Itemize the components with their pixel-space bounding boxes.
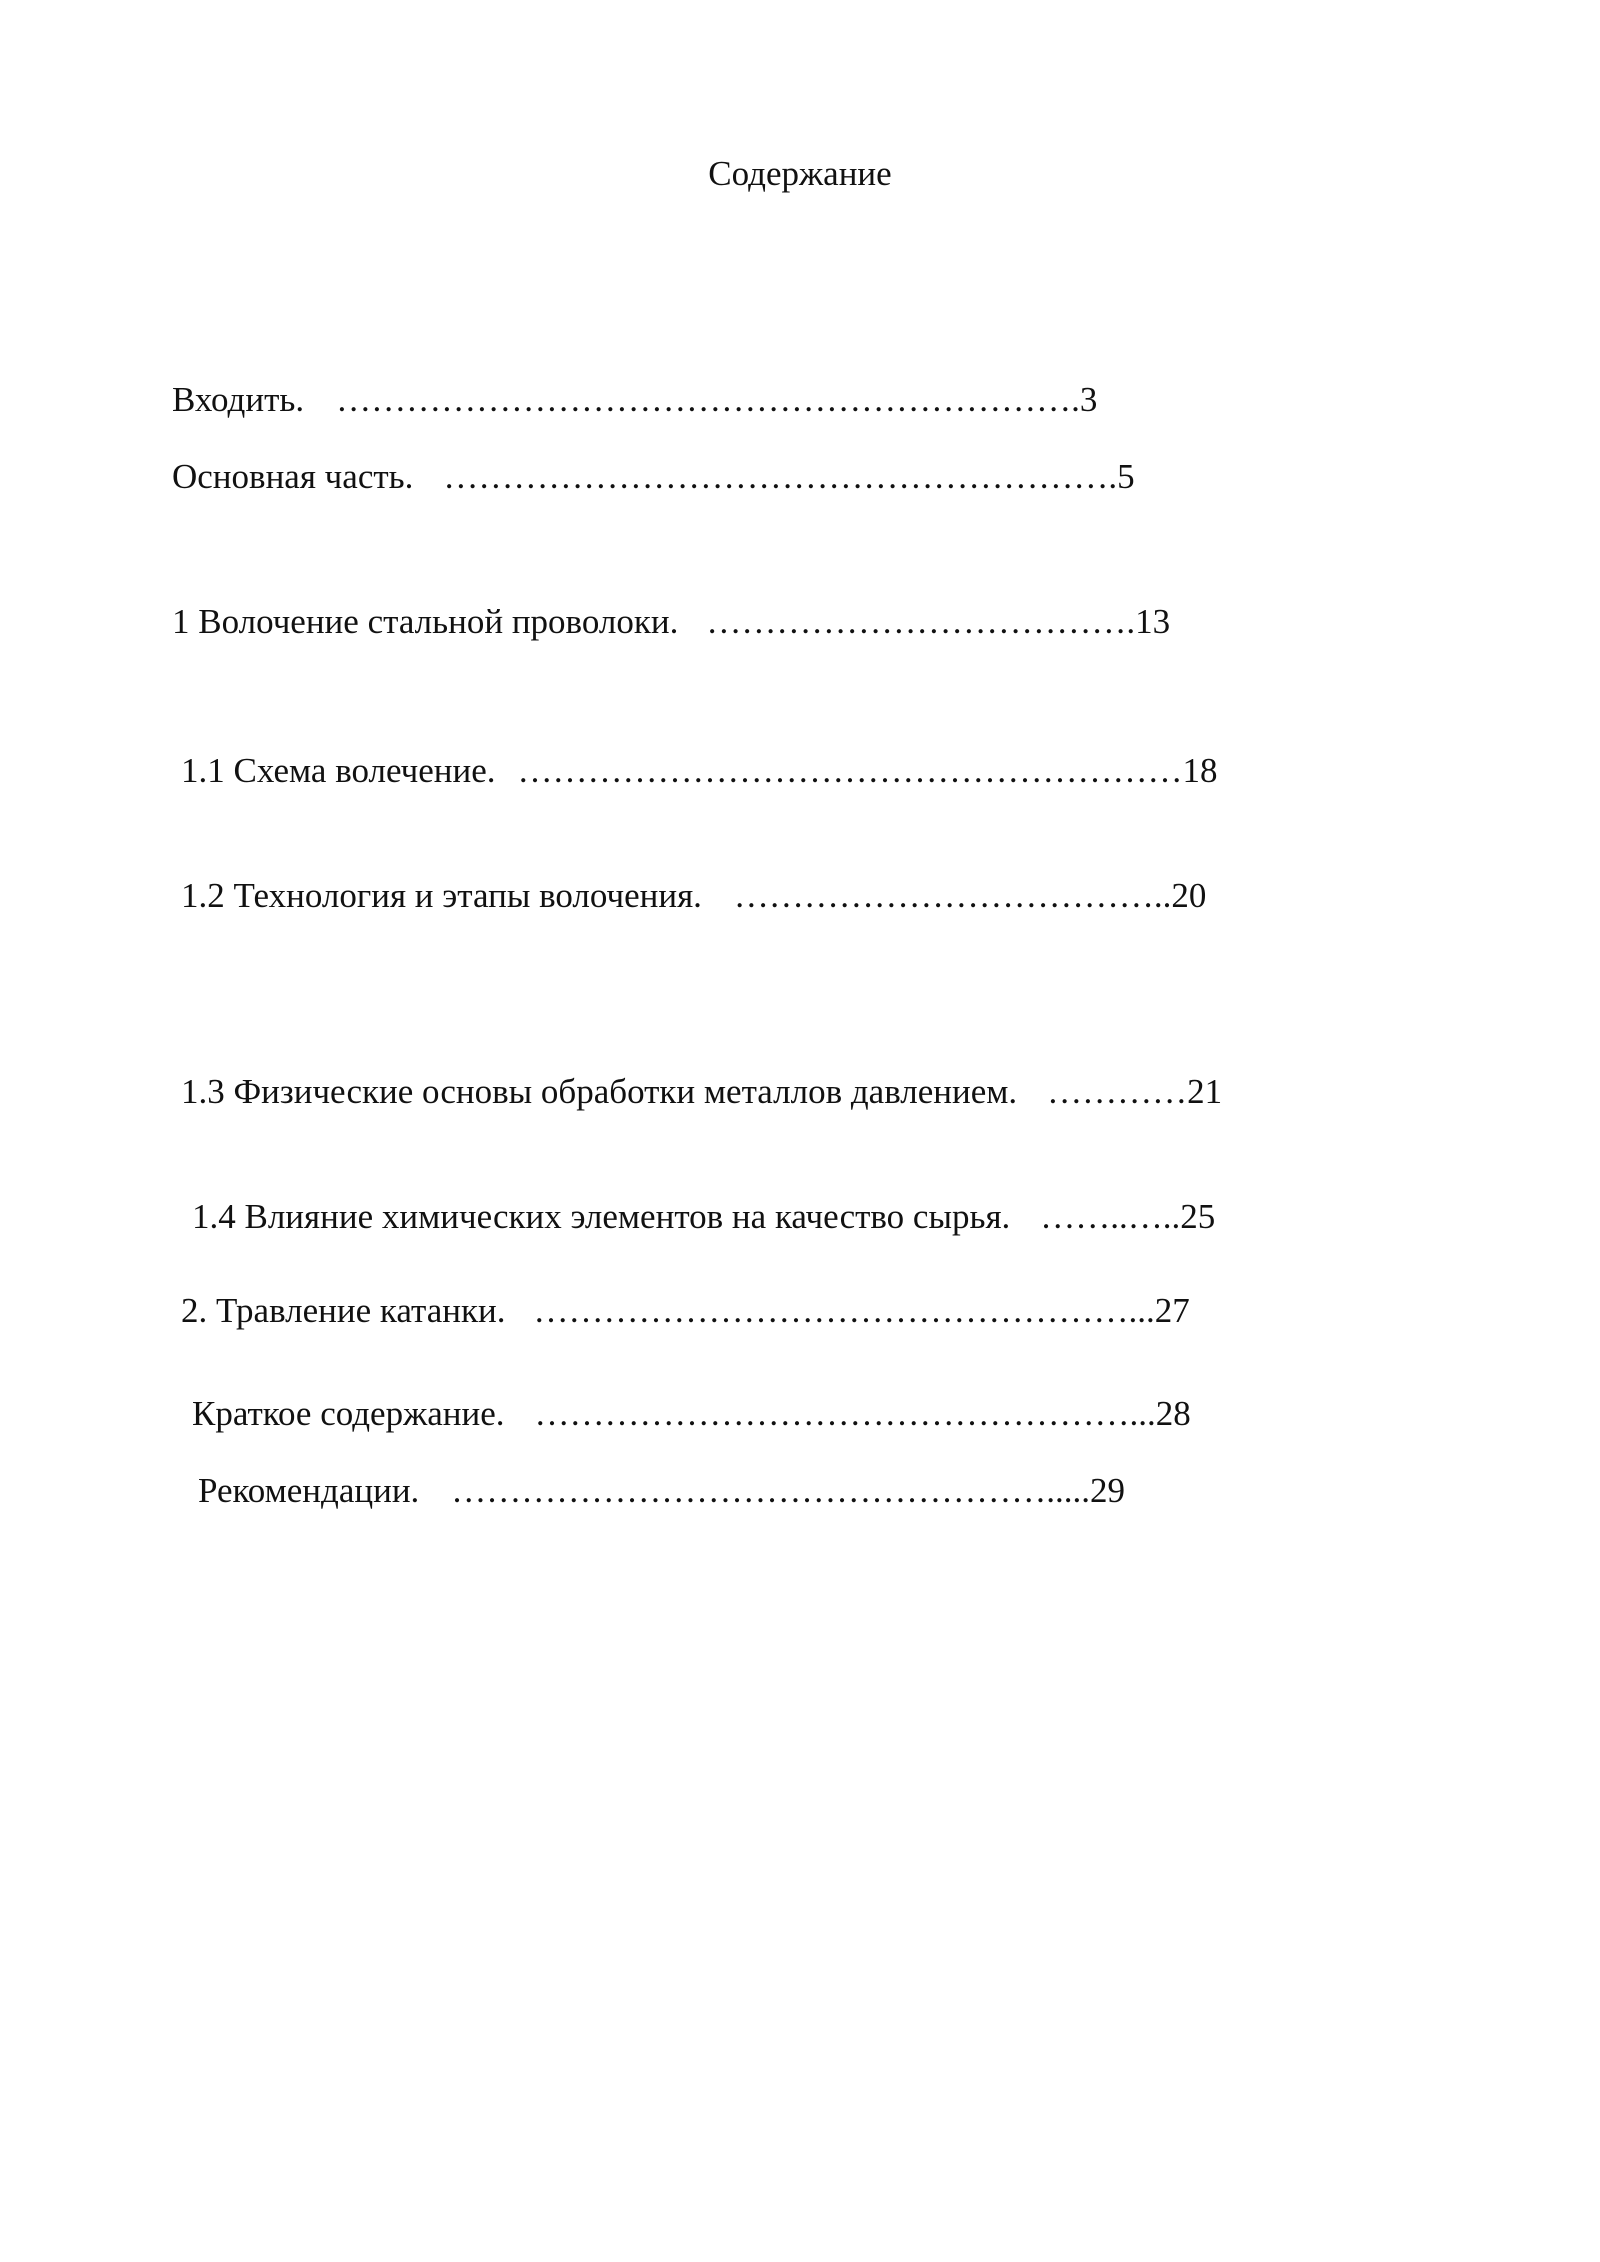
toc-entry-page-number: 13 [1135, 602, 1171, 641]
toc-entry-leader: …………………………………………………. [443, 457, 1118, 496]
toc-entry [172, 600, 1170, 644]
toc-entry-leader: ………………………………………………………. [336, 380, 1080, 419]
toc-entry-page-number: 18 [1182, 751, 1218, 790]
toc-entry-label: 1 Волочение стальной проволоки. [172, 602, 679, 641]
toc-entry-label: 1.3 Физические основы обработки металлов давлением. [181, 1072, 1018, 1111]
toc-entry-leader: ……………………………………………..... [451, 1471, 1091, 1510]
toc-entry-leader: ……………………………………………... [533, 1291, 1155, 1330]
toc-entry-page-number: 25 [1180, 1197, 1216, 1236]
toc-entry-label: 1.1 Схема волечение. [181, 751, 496, 790]
toc-entry-label: Входить. [172, 380, 305, 419]
toc-entry [192, 1392, 1191, 1436]
toc-entry [172, 378, 1097, 422]
toc-entry-page-number: 3 [1079, 380, 1098, 419]
toc-entry-label: Краткое содержание. [192, 1394, 505, 1433]
toc-entry [192, 1195, 1215, 1239]
toc-entry [181, 1289, 1190, 1333]
toc-entry [172, 455, 1135, 499]
toc-entry-label: 2. Травление катанки. [181, 1291, 506, 1330]
toc-entry-leader: ………… [1047, 1072, 1188, 1111]
toc-entry [181, 874, 1206, 918]
toc-entry-label: 1.2 Технология и этапы волочения. [181, 876, 702, 915]
toc-title: Содержание [708, 154, 892, 193]
toc-entry-page-number: 5 [1117, 457, 1135, 496]
toc-entry-leader: ……………………………………………... [534, 1394, 1156, 1433]
toc-entry-leader: ………………………………………………… [517, 751, 1183, 790]
toc-entry-page-number: 20 [1171, 876, 1207, 915]
toc-entry [181, 749, 1218, 793]
toc-entry-page-number: 28 [1155, 1394, 1191, 1433]
toc-entry-label: 1.4 Влияние химических элементов на качество сырья. [192, 1197, 1011, 1236]
toc-entry-page-number: 21 [1187, 1072, 1223, 1111]
toc-entry-page-number: 29 [1090, 1471, 1126, 1510]
toc-entry-leader: ………………………………. [706, 602, 1136, 641]
toc-entry-leader: ……………………………….. [733, 876, 1172, 915]
toc-entry-leader: ……..….. [1040, 1197, 1181, 1236]
toc-entry-page-number: 27 [1154, 1291, 1190, 1330]
toc-entry [198, 1469, 1125, 1513]
toc-entry-label: Рекомендации. [198, 1471, 420, 1510]
toc-entry [181, 1070, 1222, 1114]
toc-entry-label: Основная часть. [172, 457, 414, 496]
